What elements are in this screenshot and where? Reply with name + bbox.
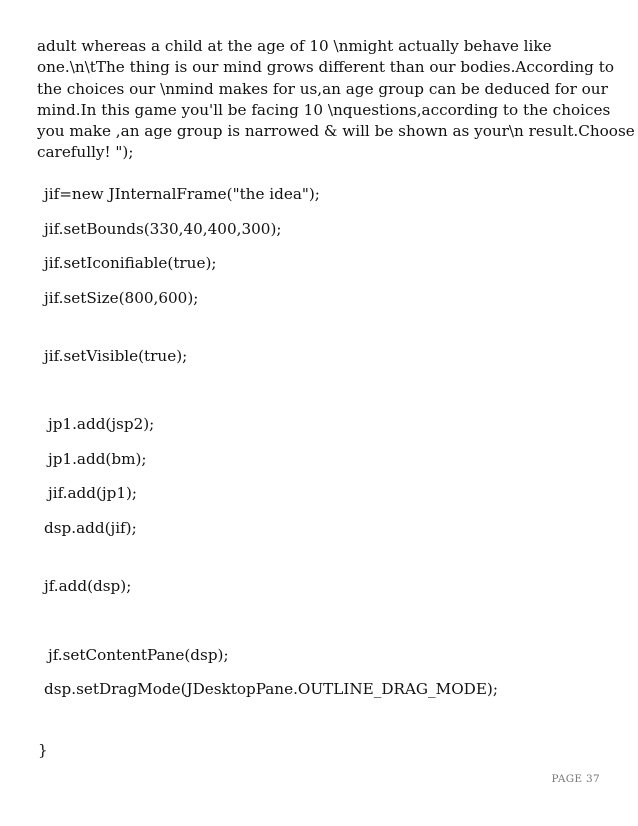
paragraph-line-4: mind.In this game you'll be facing 10 \nquestions,according to the choices: [37, 100, 611, 119]
code-line-11: jf.setContentPane(dsp);: [48, 646, 229, 664]
code-line-12: dsp.setDragMode(JDesktopPane.OUTLINE_DRAG_MODE);: [44, 680, 498, 698]
paragraph-line-2: one.\n\tThe thing is our mind grows different than our bodies.According to: [37, 58, 614, 77]
code-line-3: jif.setIconifiable(true);: [44, 254, 217, 272]
page-number: PAGE 37: [551, 773, 600, 785]
paragraph-line-3: the choices our \nmind makes for us,an age group can be deduced for our: [37, 79, 608, 98]
code-line-7: jp1.add(bm);: [48, 450, 147, 468]
code-line-1: jif=new JInternalFrame("the idea");: [44, 185, 320, 203]
body-paragraph: [37, 36, 635, 164]
code-line-9: dsp.add(jif);: [44, 519, 137, 537]
code-line-5: jif.setVisible(true);: [44, 347, 188, 365]
closing-brace: }: [38, 741, 48, 759]
code-line-6: jp1.add(jsp2);: [48, 415, 155, 433]
code-line-4: jif.setSize(800,600);: [44, 289, 199, 307]
code-line-2: jif.setBounds(330,40,400,300);: [44, 220, 282, 238]
paragraph-line-6: carefully! ");: [37, 143, 134, 162]
paragraph-line-5: you make ,an age group is narrowed & will be shown as your\n result.Choose: [37, 122, 635, 141]
code-line-8: jif.add(jp1);: [48, 484, 138, 502]
paragraph-line-1: adult whereas a child at the age of 10 \nmight actually behave like: [37, 37, 552, 55]
code-line-10: jf.add(dsp);: [44, 577, 132, 595]
